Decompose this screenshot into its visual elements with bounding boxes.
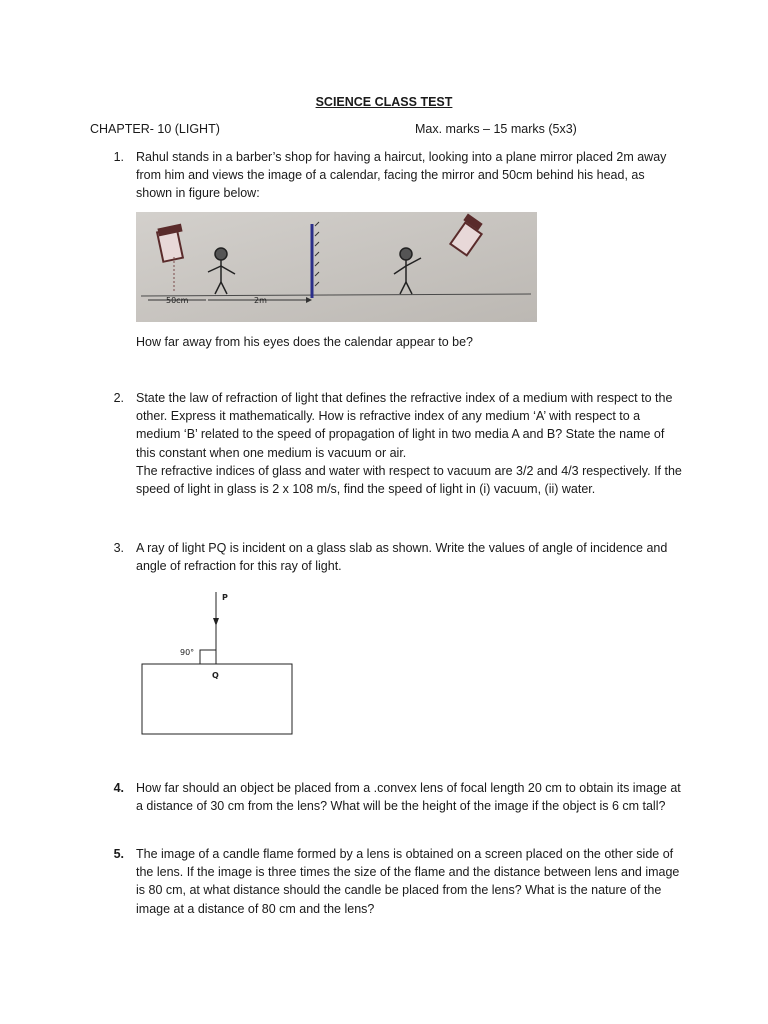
question-subtext: How far away from his eyes does the calendar appear to be? xyxy=(136,335,473,349)
page-title: SCIENCE CLASS TEST xyxy=(315,95,453,109)
barber-mirror-figure xyxy=(136,212,537,322)
question-text xyxy=(136,389,684,498)
question-paragraph: The refractive indices of glass and water with respect to vacuum are 3/2 and 4/3 respectively. If the speed of light in glass is 2 x 108 m/s, find the speed of light in (i) vacuum, (ii) water. xyxy=(136,463,682,497)
question-text: How far should an object be placed from a .convex lens of focal length 20 cm to obtain its image at a distance of 30 cm from the lens? What will be the height of the image if the object is 6 cm tall? xyxy=(136,781,681,814)
question-number: 1. xyxy=(113,150,124,164)
label-angle: 90° xyxy=(180,648,195,657)
question-number: 4. xyxy=(113,781,124,795)
distance-label-2m: 2m xyxy=(254,296,267,305)
label-q: Q xyxy=(212,671,219,680)
question-number: 3. xyxy=(113,541,124,555)
question-text: The image of a candle flame formed by a lens is obtained on a screen placed on the other side of the lens. If the image is three times the size of the flame and the distance between lens and image is 80 cm, at what distance should the candle be placed from the lens? What is the nature of the image at a distance of 80 cm and the lens? xyxy=(136,847,680,916)
question-paragraph: State the law of refraction of light that defines the refractive index of a medium with respect to the other. Express it mathematically. How is refractive index of any medium ‘A’ with respect to a medium ‘B’ related to the speed of propagation of light in two media A and B? State the name of this constant when one medium is vacuum or air. xyxy=(136,391,673,460)
question-text: Rahul stands in a barber’s shop for having a haircut, looking into a plane mirror placed 2m away from him and views the image of a calendar, facing the mirror and 50cm behind his head, as shown in figure below: xyxy=(136,150,667,201)
glass-slab-figure xyxy=(138,588,298,738)
question-number: 5. xyxy=(113,847,124,861)
question-text: A ray of light PQ is incident on a glass slab as shown. Write the values of angle of incidence and angle of refraction for this ray of light. xyxy=(136,541,668,574)
question-number: 2. xyxy=(113,391,124,405)
max-marks-label: Max. marks – 15 marks (5x3) xyxy=(415,122,577,136)
distance-label-50cm: 50cm xyxy=(166,296,189,305)
chapter-label: CHAPTER- 10 (LIGHT) xyxy=(90,122,220,136)
label-p: P xyxy=(222,593,228,602)
